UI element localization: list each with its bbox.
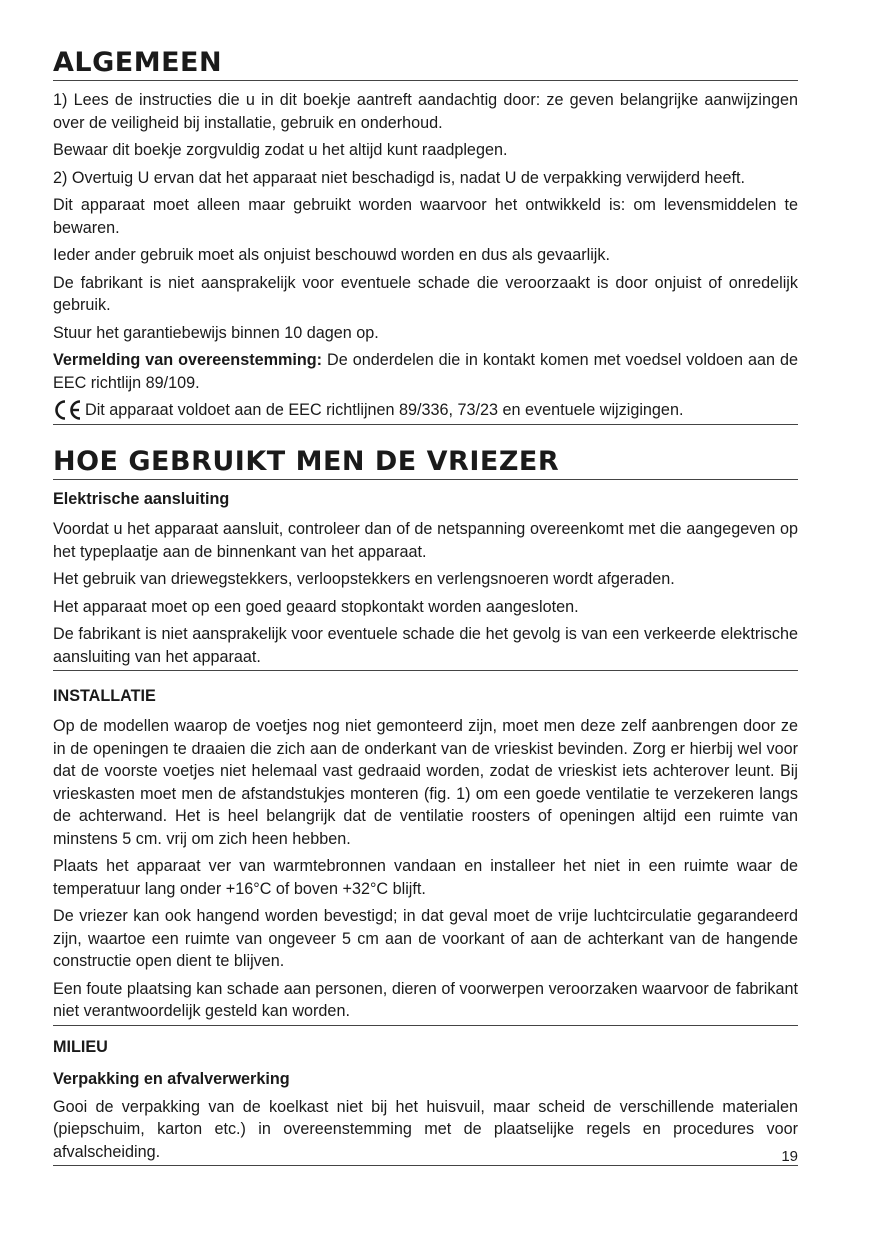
paragraph: Stuur het garantiebewijs binnen 10 dagen op.: [53, 323, 379, 342]
paragraph: Bewaar dit boekje zorgvuldig zodat u het altijd kunt raadplegen.: [53, 141, 508, 159]
paragraph: Gooi de verpakking van de koelkast niet bij het huisvuil, maar scheid de verschillende materialen (piepschuim, karton etc.) in overeenstemming met de plaatselijke regels en procedures voor afvalscheiding.: [53, 1097, 798, 1161]
subsection-heading-milieu: MILIEU: [53, 1037, 108, 1056]
paragraph: Ieder ander gebruik moet als onjuist beschouwd worden en dus als gevaarlijk.: [53, 246, 610, 264]
conformity-label: Vermelding van overeenstemming:: [53, 351, 323, 369]
divider: [53, 1165, 798, 1166]
ce-mark-icon: [53, 399, 83, 421]
paragraph: Voordat u het apparaat aansluit, controleer dan of de netspanning overeenkomt met die aangegeven op het typeplaatje aan de binnenkant van het apparaat.: [53, 520, 798, 561]
paragraph: De fabrikant is niet aansprakelijk voor eventuele schade die het gevolg is van een verkeerde elektrische aansluiting van het apparaat.: [53, 625, 798, 666]
conformity-text: De onderdelen die in kontakt komen met voedsel voldoen aan de EEC richtlijn 89/109.: [53, 351, 798, 392]
subsection-heading-electric: Elektrische aansluiting: [53, 490, 230, 508]
paragraph: Een foute plaatsing kan schade aan personen, dieren of voorwerpen veroorzaken waarvoor de fabrikant niet verantwoordelijk gesteld kan worden.: [53, 979, 798, 1020]
paragraph: 1) Lees de instructies die u in dit boekje aantreft aandachtig door: ze geven belangrijke aanwijzingen over de veiligheid bij installatie, gebruik en onderhoud.: [53, 91, 798, 132]
page-number: 19: [781, 1148, 798, 1165]
paragraph: Plaats het apparaat ver van warmtebronnen vandaan en installeer het niet in een ruimte waar de temperatuur lang onder +16°C of boven +32°C blijft.: [53, 857, 798, 898]
paragraph: De fabrikant is niet aansprakelijk voor eventuele schade die veroorzaakt is door onjuist of onredelijk gebruik.: [53, 273, 798, 314]
ce-text: Dit apparaat voldoet aan de EEC richtlijnen 89/336, 73/23 en eventuele wijzigingen.: [85, 401, 684, 419]
paragraph: Op de modellen waarop de voetjes nog niet gemonteerd zijn, moet men deze zelf aanbrengen door ze in de openingen te draaien die zich aan de onderkant van de vrieskist bevinden. Zorg er hierbij wel voor dat de voorste voetjes niet helemaal vast gedraaid worden, zodat de vrieskist iets achterover leunt. Bij vrieskasten moet men de afstandstukjes monteren (fig. 1) om een goede ventilatie te verzekeren langs de achterwand. Het is heel belangrijk dat de ventilatie roosters of openingen altijd een ruimte van minstens 5 cm. vrij om zich heen hebben.: [53, 717, 798, 848]
paragraph: Het gebruik van driewegstekkers, verloopstekkers en verlengsnoeren wordt afgeraden.: [53, 570, 675, 588]
paragraph: Het apparaat moet op een goed geaard stopkontakt worden aangesloten.: [53, 597, 579, 616]
divider: [53, 424, 798, 425]
subsection-heading-installatie: INSTALLATIE: [53, 687, 156, 705]
section-title-algemeen: ALGEMEEN: [53, 46, 798, 81]
paragraph: De vriezer kan ook hangend worden bevestigd; in dat geval moet de vrije luchtcirculatie gegarandeerd zijn, waartoe een ruimte van ongeveer 5 cm aan de voorkant of aan de achterkant van de hangende constructie open dient te blijven.: [53, 907, 798, 970]
section-title-vriezer: HOE GEBRUIKT MEN DE VRIEZER: [53, 445, 798, 480]
conformity-paragraph: [53, 349, 798, 394]
subsection-subheading-verpakking: Verpakking en afvalverwerking: [53, 1069, 290, 1088]
ce-statement: [53, 399, 798, 421]
divider: [53, 1025, 798, 1026]
paragraph: Dit apparaat moet alleen maar gebruikt worden waarvoor het ontwikkeld is: om levensmiddelen te bewaren.: [53, 196, 798, 237]
paragraph: 2) Overtuig U ervan dat het apparaat niet beschadigd is, nadat U de verpakking verwijderd heeft.: [53, 168, 745, 187]
divider: [53, 670, 798, 671]
manual-page: [53, 46, 798, 1166]
